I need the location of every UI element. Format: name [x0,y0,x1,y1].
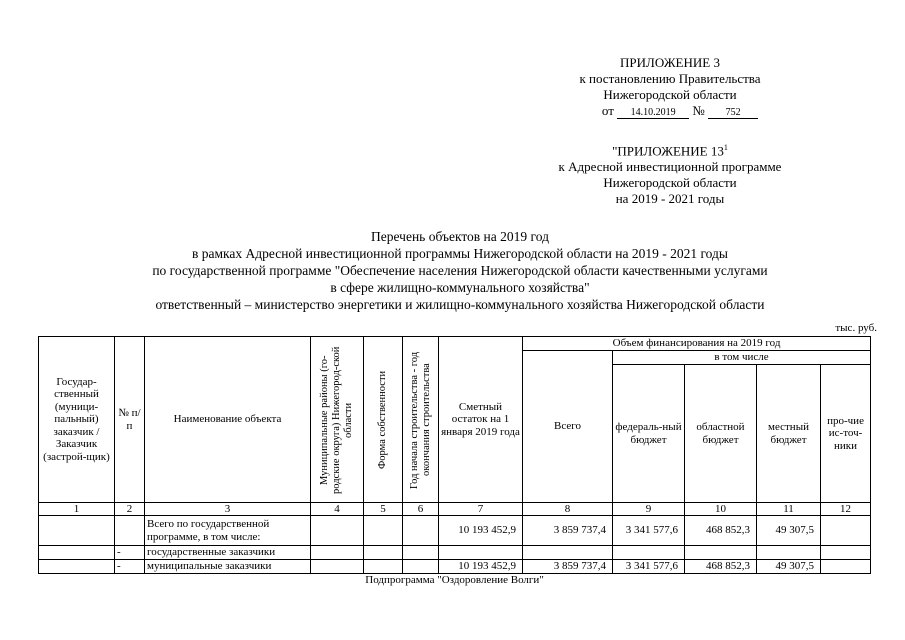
cell-customer [39,546,115,560]
appendix-13-line3: Нижегородской области [603,175,737,191]
title-line-2: в рамках Адресной инвестиционной программы Нижегородской области на 2019 - 2021 годы [192,246,728,261]
cell-local: 49 307,5 [757,560,821,574]
number-label: № [692,103,705,118]
cell-num [115,516,145,546]
header-district: Муниципальные районы (го-родские округа) Нижегород-ской области [319,345,354,494]
cell-years [403,516,439,546]
cell-balance: 10 193 452,9 [439,516,523,546]
subprogram-title: Подпрограмма "Оздоровление Волги" [39,574,871,587]
appendix-13-line2: к Адресной инвестиционной программе [558,159,782,175]
decree-date: 14.10.2019 [617,107,689,119]
header-ownership-cell [364,337,403,503]
header-years: Год начала строительства - год окончания строительства [408,350,432,489]
appendix-3-block [520,55,820,119]
from-label: от [601,103,614,118]
appendix-3-date-line [540,103,820,119]
title-line-5: ответственный – министерство энергетики и жилищно-коммунального хозяйства Нижегородской области [155,297,765,312]
column-numbers-row [39,503,871,516]
appendix-13-sup: 1 [723,143,728,152]
cell-district [311,560,364,574]
cell-balance [439,546,523,560]
cell-federal: 3 341 577,6 [613,516,685,546]
cell-customer [39,516,115,546]
col-number: 3 [145,503,311,516]
header-name: Наименование объекта [145,337,311,503]
col-number: 9 [613,503,685,516]
appendix-13-block [520,140,820,207]
title-line-4: в сфере жилищно-коммунального хозяйства" [330,280,590,295]
appendix-3-line2: к постановлению Правительства [579,71,761,86]
header-customer: Государ-ственный (муници-пальный) заказчик / Заказчик (застрой-щик) [39,337,115,503]
cell-name: муниципальные заказчики [145,560,311,574]
cell-years [403,560,439,574]
appendix-3-title: ПРИЛОЖЕНИЕ 3 [620,55,720,70]
cell-customer [39,560,115,574]
cell-other [821,516,871,546]
header-other: про-чие ис-точ-ники [821,365,871,503]
cell-local: 49 307,5 [757,516,821,546]
appendix-13-line4: на 2019 - 2021 годы [615,191,725,207]
objects-table [38,336,871,586]
appendix-13-title-text: "ПРИЛОЖЕНИЕ 13 [612,143,724,159]
header-regional: областной бюджет [685,365,757,503]
col-number: 5 [364,503,403,516]
appendix-13-title [520,140,820,159]
header-num: № п/п [115,337,145,503]
header-ownership: Форма собственности [377,370,388,469]
header-years-cell [403,337,439,503]
cell-balance: 10 193 452,9 [439,560,523,574]
header-district-cell [311,337,364,503]
table-row [39,546,871,560]
cell-regional: 468 852,3 [685,560,757,574]
cell-district [311,516,364,546]
header-local: местный бюджет [757,365,821,503]
table-row [39,516,871,546]
cell-other [821,546,871,560]
cell-other [821,560,871,574]
appendix-3-line3: Нижегородской области [603,87,737,102]
cell-total: 3 859 737,4 [523,516,613,546]
cell-name: государственные заказчики [145,546,311,560]
cell-district [311,546,364,560]
cell-total: 3 859 737,4 [523,560,613,574]
cell-regional [685,546,757,560]
subprogram-row [39,574,871,587]
table-row [39,560,871,574]
cell-years [403,546,439,560]
decree-number: 752 [708,107,758,119]
cell-ownership [364,546,403,560]
col-number: 2 [115,503,145,516]
header-funding: Объем финансирования на 2019 год [523,337,871,351]
title-line-3: по государственной программе "Обеспечение населения Нижегородской области качественными услугами [152,263,768,278]
col-number: 12 [821,503,871,516]
col-number: 8 [523,503,613,516]
header-federal: федераль-ный бюджет [613,365,685,503]
cell-total [523,546,613,560]
header-including: в том числе [613,351,871,365]
cell-ownership [364,516,403,546]
col-number: 11 [757,503,821,516]
col-number: 1 [39,503,115,516]
col-number: 6 [403,503,439,516]
cell-ownership [364,560,403,574]
cell-num: - [115,546,145,560]
cell-name: Всего по государственной программе, в том числе: [145,516,311,546]
cell-federal: 3 341 577,6 [613,560,685,574]
header-balance: Сметный остаток на 1 января 2019 года [439,337,523,503]
unit-label: тыс. руб. [835,322,877,334]
header-total: Всего [523,351,613,503]
cell-federal [613,546,685,560]
col-number: 10 [685,503,757,516]
cell-regional: 468 852,3 [685,516,757,546]
col-number: 7 [439,503,523,516]
title-line-1: Перечень объектов на 2019 год [371,229,549,244]
cell-num: - [115,560,145,574]
cell-local [757,546,821,560]
document-title [40,228,880,313]
col-number: 4 [311,503,364,516]
